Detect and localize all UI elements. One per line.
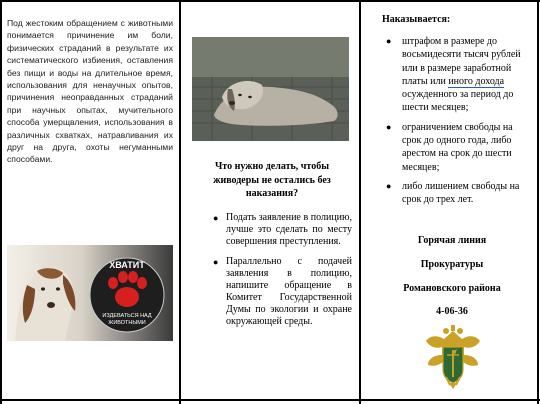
bullet-icon: ● <box>386 36 392 46</box>
penalties-list <box>372 35 532 213</box>
badge-line-2: ИЗДЕВАТЬСЯ НАД <box>102 313 152 319</box>
underlined-text: иного дохода <box>448 75 505 87</box>
border-bottom <box>0 399 540 401</box>
office-label: Прокуратуры <box>420 259 484 270</box>
border-right <box>537 0 539 404</box>
bullet-icon: ● <box>213 213 219 223</box>
hotline-label: Горячая линия <box>417 235 487 246</box>
abused-dog-photo <box>192 37 349 141</box>
hotline-phone: 4-06-36 <box>436 306 468 317</box>
actions-list <box>196 212 352 336</box>
prosecutor-emblem-icon <box>424 325 482 391</box>
cruelty-definition-text: Под жестоким обращением с животными понимается причинение им боли, физических страданий в результате их систематического избиения, оставления без пищи и воды на длительное время, использования для ненаучных опытов, причинения неоправданных страданий при научных опытах, мучительного способа умерщвления, использования в различных схватках, натравливания их друг на друга, охоты негуманными способами. <box>7 18 173 165</box>
penalties-heading: Наказывается: <box>382 14 451 25</box>
panel-divider-left <box>179 0 181 404</box>
bullet-icon: ● <box>386 180 392 191</box>
penalty-item: ● ограничением свободы на срок до одного года, либо арестом на срок до шести месяцев; <box>386 121 513 173</box>
penalty-item: ● либо лишением свободы на срок до трех лет. <box>386 180 520 206</box>
border-left <box>0 0 2 404</box>
district-label: Романовского района <box>403 283 501 294</box>
badge-line-3: ЖИВОТНЫМИ <box>108 320 146 326</box>
what-to-do-heading: Что нужно делать, чтобы живодеры не остались без наказания? <box>213 161 331 199</box>
dog-stop-abuse-photo <box>7 245 173 341</box>
bullet-icon: ● <box>213 257 219 267</box>
panel-divider-right <box>359 0 361 404</box>
penalty-item: ● штрафом в размере до восьмидесяти тысяч рублей или в размере заработной платы или иного дохода осужденного за период до шести месяцев; <box>386 36 521 114</box>
bullet-icon: ● <box>386 121 392 132</box>
action-item: ● Подать заявление в полицию, лучше это сделать по месту совершения преступления. <box>213 212 352 247</box>
border-top <box>0 0 540 2</box>
action-item: ● Параллельно с подачей заявления в полицию, напишите обращение в Комитет Государственной Думы по экологии и охране окружающей среды. <box>213 256 352 327</box>
badge-title: ХВАТИТ <box>109 260 145 270</box>
